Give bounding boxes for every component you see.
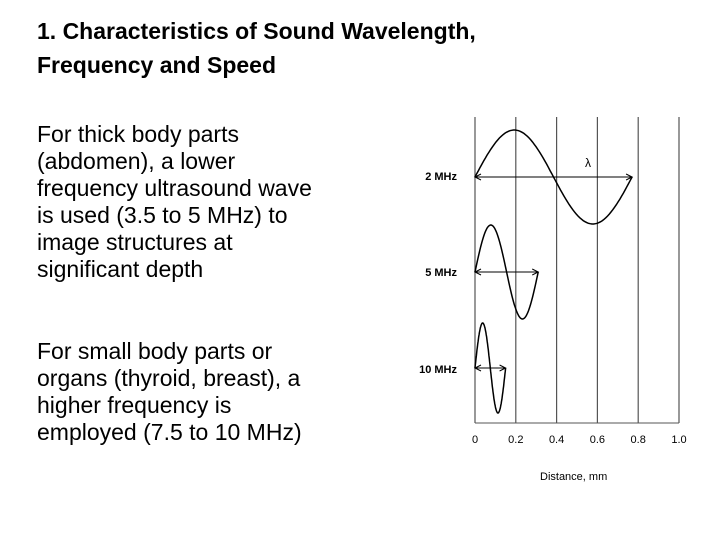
figure-x-ticks [472, 434, 687, 446]
figure-waves [419, 130, 632, 413]
bullet-thick-body-parts [37, 121, 387, 283]
frequency-label: 2 MHz [425, 171, 457, 183]
bullet-2-line: organs (thyroid, breast), a [37, 365, 301, 391]
x-tick-label: 0 [471, 434, 479, 446]
frequency-label: 5 MHz [425, 267, 457, 279]
slide-title [37, 14, 677, 82]
bullet-1-line: significant depth [37, 256, 204, 282]
frequency-label: 10 MHz [419, 364, 457, 376]
x-axis-label: Distance, mm [540, 471, 608, 483]
wavelength-symbol: λ [585, 156, 591, 170]
title-line-2: Frequency and Speed [37, 52, 277, 78]
bullet-1-line: (abdomen), a lower [37, 148, 236, 174]
x-tick-label: 0.4 [548, 434, 565, 446]
bullet-2-line: employed (7.5 to 10 MHz) [37, 419, 302, 445]
bullet-2-line: For small body parts or [37, 338, 273, 364]
x-tick-label: 0.8 [630, 434, 646, 446]
bullet-small-body-parts [37, 338, 387, 446]
bullet-2-line: higher frequency is [37, 392, 232, 418]
wavelength-figure [395, 105, 695, 495]
x-tick-label: 0.2 [508, 434, 524, 446]
x-tick-label: 1.0 [671, 434, 687, 446]
bullet-1-line: For thick body parts [37, 121, 239, 147]
title-line-1: 1. Characteristics of Sound Wavelength, [37, 18, 476, 44]
bullet-1-line: frequency ultrasound wave [37, 175, 312, 201]
bullet-1-line: is used (3.5 to 5 MHz) to [37, 202, 288, 228]
bullet-1-line: image structures at [37, 229, 233, 255]
x-tick-label: 0.6 [589, 434, 606, 446]
